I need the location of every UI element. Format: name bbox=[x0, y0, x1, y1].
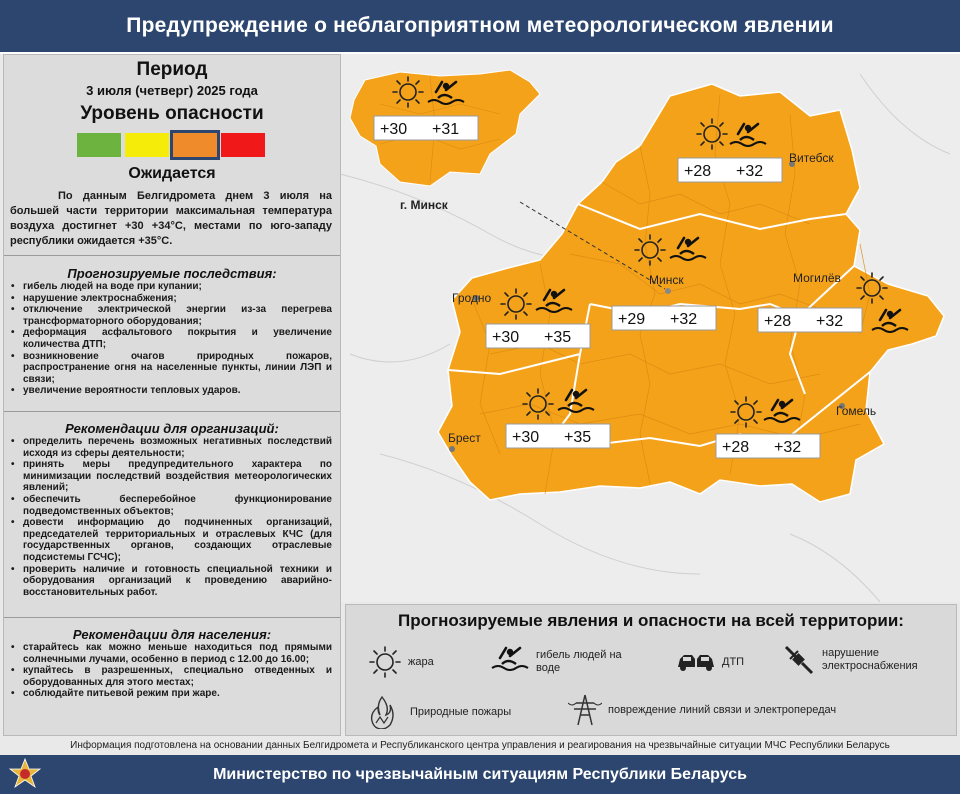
list-item: • отключение электрической энергии из-за перегрева трансформаторного оборудования; bbox=[10, 304, 332, 327]
list-item: • старайтесь как можно меньше находиться под прямыми солнечными лучами, особенно в период с 12.00 до 16.00; bbox=[10, 642, 332, 665]
belarus-map bbox=[340, 54, 960, 602]
page-title: Предупреждение о неблагоприятном метеорологическом явлении bbox=[126, 14, 834, 37]
legend-item-heat: жара bbox=[368, 645, 434, 679]
list-item: • купайтесь в разрешенных, специально отведенных и оборудованных для этого местах; bbox=[10, 665, 332, 688]
city-grodno: Гродно bbox=[452, 291, 492, 305]
legend-item-drowning: гибель людей на воде bbox=[486, 645, 626, 679]
mchs-emblem-icon bbox=[5, 755, 45, 794]
power-plug-icon bbox=[782, 643, 816, 677]
info-panel bbox=[3, 54, 341, 736]
temp-box-minsk-city bbox=[374, 116, 478, 140]
org-recommendations-title: Рекомендации для организаций: bbox=[65, 421, 279, 436]
svg-text:+32: +32 bbox=[670, 311, 698, 328]
svg-text:+30: +30 bbox=[512, 429, 540, 446]
sun-icon bbox=[368, 645, 402, 679]
warning-map bbox=[340, 54, 960, 602]
divider bbox=[4, 411, 340, 412]
level-red bbox=[221, 133, 265, 157]
city-mogilev: Могилёв bbox=[793, 271, 841, 285]
list-item: • увеличение вероятности тепловых ударов. bbox=[10, 385, 332, 397]
population-recommendations-title: Рекомендации для населения: bbox=[72, 627, 272, 642]
city-gomel: Гомель bbox=[836, 404, 877, 418]
city-brest: Брест bbox=[448, 431, 481, 445]
drowning-icon bbox=[486, 645, 530, 679]
danger-level-scale bbox=[77, 133, 265, 157]
legend-item-car-crash: ДТП bbox=[676, 649, 744, 675]
period-date: 3 июля (четверг) 2025 года bbox=[86, 83, 258, 98]
temp-box-gomel bbox=[716, 434, 820, 458]
expected-title: Ожидается bbox=[128, 165, 216, 182]
page-header bbox=[0, 0, 960, 54]
svg-text:+28: +28 bbox=[764, 313, 792, 330]
org-recommendations-list bbox=[10, 436, 332, 598]
svg-text:+35: +35 bbox=[544, 329, 572, 346]
svg-text:+35: +35 bbox=[564, 429, 592, 446]
divider bbox=[4, 617, 340, 618]
temp-box-vitebsk bbox=[678, 158, 782, 182]
list-item: • определить перечень возможных негативных последствий исходя из сферы деятельности; bbox=[10, 436, 332, 459]
level-orange-active bbox=[173, 133, 217, 157]
divider bbox=[4, 255, 340, 256]
svg-text:+32: +32 bbox=[736, 163, 764, 180]
city-vitebsk: Витебск bbox=[789, 151, 834, 165]
page-footer bbox=[0, 755, 960, 794]
fire-icon bbox=[368, 695, 396, 729]
list-item: • деформация асфальтового покрытия и увеличение количества ДТП; bbox=[10, 327, 332, 350]
temp-box-minsk-region bbox=[612, 306, 716, 330]
legend-item-power-outage: нарушение электроснабжения bbox=[782, 643, 937, 677]
period-title: Период bbox=[136, 59, 208, 80]
temp-box-grodno bbox=[486, 324, 590, 348]
level-green bbox=[77, 133, 121, 157]
legend-item-power-lines: повреждение линий связи и электропередач bbox=[568, 693, 836, 727]
list-item: • обеспечить бесперебойное функционирование подведомственных объектов; bbox=[10, 494, 332, 517]
list-item: • проверить наличие и готовность специальной техники и оборудования организаций к проведению аварийно-восстановительных работ. bbox=[10, 564, 332, 599]
temp-box-brest bbox=[506, 424, 610, 448]
list-item: • нарушение электроснабжения; bbox=[10, 293, 332, 305]
svg-text:+28: +28 bbox=[684, 163, 712, 180]
level-yellow bbox=[125, 133, 169, 157]
legend-title: Прогнозируемые явления и опасности на всей территории: bbox=[398, 611, 904, 630]
car-crash-icon bbox=[676, 649, 716, 675]
legend-item-wildfire: Природные пожары bbox=[368, 695, 511, 729]
temp-box-mogilev bbox=[758, 308, 862, 332]
power-line-icon bbox=[568, 693, 602, 727]
inset-label-minsk: г. Минск bbox=[400, 198, 448, 212]
footer-title: Министерство по чрезвычайным ситуациям Республики Беларусь bbox=[213, 765, 747, 783]
svg-text:+30: +30 bbox=[380, 121, 408, 138]
list-item: • довести информацию до подчиненных организаций, председателей территориальных и отраслевых КЧС (для государственных органов, создающих отраслевые подсистемы ГСЧС); bbox=[10, 517, 332, 563]
danger-level-title: Уровень опасности bbox=[80, 103, 264, 124]
list-item: • соблюдайте питьевой режим при жаре. bbox=[10, 688, 332, 700]
list-item: • гибель людей на воде при купании; bbox=[10, 281, 332, 293]
consequences-list bbox=[10, 281, 332, 397]
hazards-legend bbox=[345, 604, 957, 736]
expected-text: По данным Белгидромета днем 3 июля на большей части территории максимальная температура воздуха достигнет +30 +34°С, местами по юго-западу республики ожидается +35°С. bbox=[10, 190, 332, 247]
svg-text:+31: +31 bbox=[432, 121, 460, 138]
list-item: • возникновение очагов природных пожаров, распространение огня на населенные пункты, линии ЛЭП и связи; bbox=[10, 351, 332, 386]
svg-text:+32: +32 bbox=[774, 439, 802, 456]
svg-text:+30: +30 bbox=[492, 329, 520, 346]
list-item: • принять меры предупредительного характера по минимизации последствий воздействия метеорологических явлений; bbox=[10, 459, 332, 494]
city-minsk: Минск bbox=[649, 273, 684, 287]
consequences-title: Прогнозируемые последствия: bbox=[67, 266, 277, 281]
population-recommendations-list bbox=[10, 642, 332, 700]
svg-text:+32: +32 bbox=[816, 313, 844, 330]
source-info: Информация подготовлена на основании данных Белгидромета и Республиканского центра управления и реагирования на чрезвычайные ситуации МЧС Республики Беларусь bbox=[70, 740, 890, 751]
svg-text:+28: +28 bbox=[722, 439, 750, 456]
svg-text:+29: +29 bbox=[618, 311, 646, 328]
